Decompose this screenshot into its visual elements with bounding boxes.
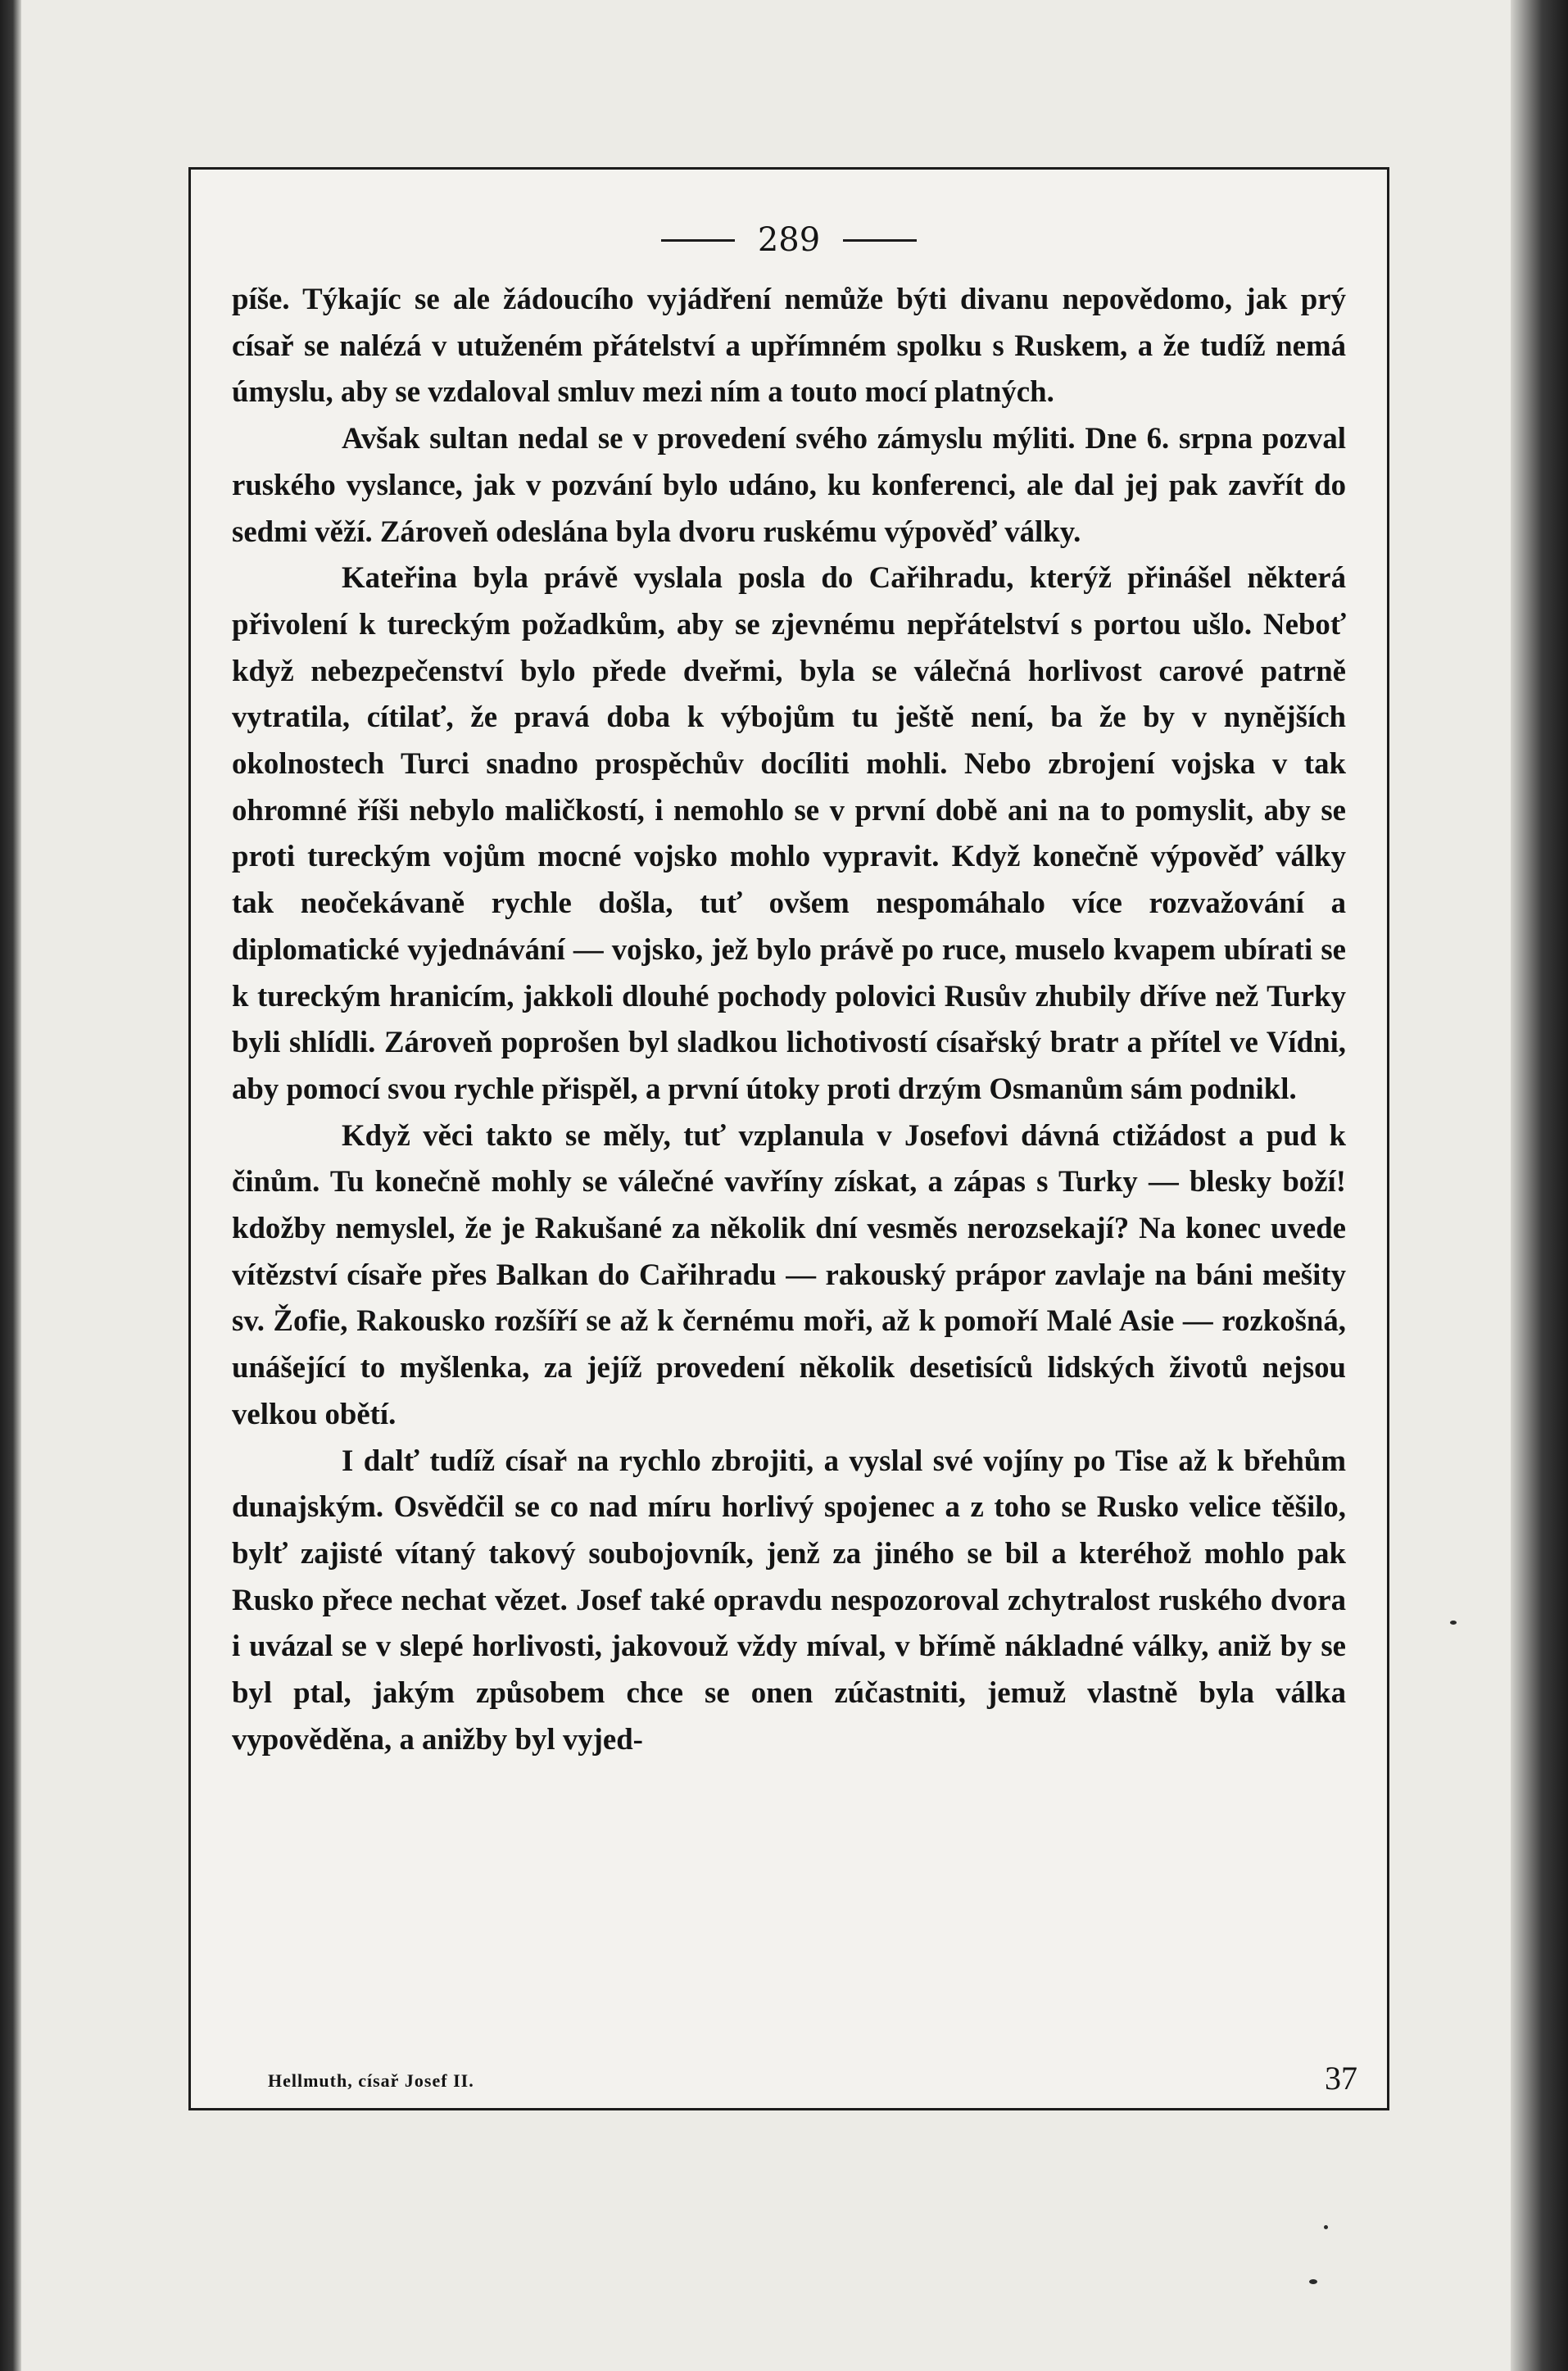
paragraph-1: píše. Týkajíc se ale žádoucího vyjádření nemůže býti divanu nepovědomo, jak prý císař se nalézá v utuženém přátelství a upřímném spolku s Ruskem, a že tudíž nemá úmyslu, aby se vzdaloval smluv mezi ním a touto mocí platných. bbox=[232, 282, 1346, 409]
header-rule-right bbox=[843, 239, 917, 242]
body-text bbox=[232, 276, 1346, 1763]
scan-edge-right bbox=[1511, 0, 1568, 2371]
sheet-number: 37 bbox=[1325, 2060, 1357, 2097]
paragraph-3: Kateřina byla právě vyslala posla do Cařihradu, kterýž přinášel některá přivolení k tureckým požadkům, aby se zjevnému nepřátelství s portou ušlo. Neboť když nebezpečenství bylo přede dveřmi, byla se válečná horlivost carové patrně vytratila, cítilať, že pravá doba k výbojům tu ještě není, ba že by v nynějších okolnostech Turci snadno prospěchův docíliti mohli. Nebo zbrojení vojska v tak ohromné říši nebylo maličkostí, i nemohlo se v první době ani na to pomyslit, aby se proti tureckým vojům mocné vojsko mohlo vypravit. Když konečně výpověď války tak neočekávaně rychle došla, tuť ovšem nespomáhalo více rozvažování a diplomatické vyjednávání — vojsko, jež bylo právě po ruce, muselo kvapem ubírati se k tureckým hranicím, jakkoli dlouhé pochody polovici Rusův zhubily dříve než Turky byli shlídli. Zároveň poprošen byl sladkou lichotivostí císařský bratr a přítel ve Vídni, aby pomocí svou rychle přispěl, a první útoky proti drzým Osmanům sám podnikl. bbox=[232, 560, 1346, 1105]
scan-edge-left bbox=[0, 0, 21, 2371]
scan-speck bbox=[1309, 2279, 1317, 2284]
page-header bbox=[191, 215, 1387, 265]
scan-speck bbox=[1324, 2225, 1328, 2229]
scan-speck bbox=[1450, 1621, 1457, 1625]
paragraph-5: I dalť tudíž císař na rychlo zbrojiti, a vyslal své vojíny po Tise až k břehům dunajským. Osvědčil se co nad míru horlivý spojenec a z toho se Rusko velice těšilo, bylť zajisté vítaný takový soubojovník, jenž za jiného se bil a kteréhož mohlo pak Rusko přece nechat vězet. Josef také opravdu nespozoroval zchytralost ruského dvora i uvázal se v slepé horlivosti, jakovouž vždy míval, v břímě nákladné války, aniž by se byl ptal, jakým způsobem chce se onen zúčastniti, jemuž vlastně byla válka vypověděna, a anižby byl vyjed- bbox=[232, 1443, 1346, 1756]
paragraph-4: Když věci takto se měly, tuť vzplanula v Josefovi dávná ctižádost a pud k činům. Tu konečně mohly se válečné vavříny získat, a zápas s Turky — blesky boží! kdožby nemyslel, že je Rakušané za několik dní vesměs nerozsekají? Na konec uvede vítězství císaře přes Balkan do Cařihradu — rakouský prápor zavlaje na báni mešity sv. Žofie, Rakousko rozšíří se až k černému moři, až k pomoří Malé Asie — rozkošná, unášející to myšlenka, za jejíž provedení několik desetisíců lidských životů nejsou velkou obětí. bbox=[232, 1117, 1346, 1430]
header-rule-left bbox=[661, 239, 735, 242]
footer-signature: Hellmuth, císař Josef II. bbox=[268, 2070, 474, 2091]
page-footer bbox=[268, 2059, 1382, 2100]
paragraph-2: Avšak sultan nedal se v provedení svého zámyslu mýliti. Dne 6. srpna pozval ruského vyslance, jak v pozvání bylo udáno, ku konferenci, ale dal jej pak zavřít do sedmi věží. Zároveň odeslána byla dvoru ruskému výpověď války. bbox=[232, 421, 1346, 548]
page-frame bbox=[188, 167, 1389, 2110]
page-number: 289 bbox=[757, 221, 821, 259]
